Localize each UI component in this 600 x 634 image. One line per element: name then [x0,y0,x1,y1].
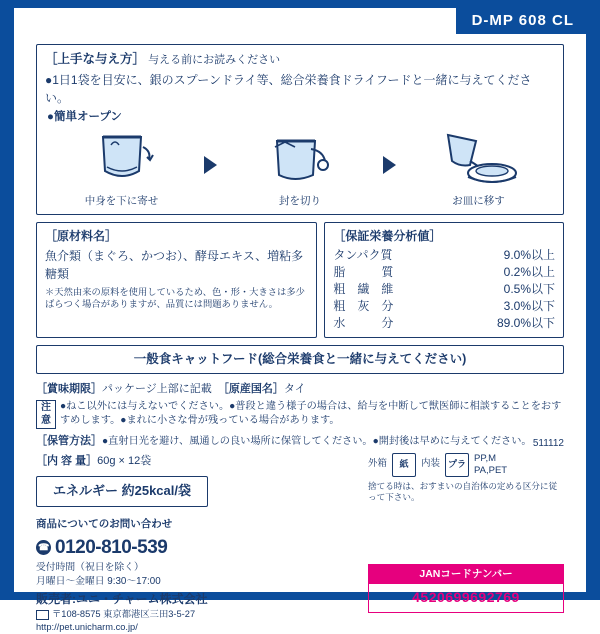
best-before-line [36,381,564,398]
nutrition-row-name: 粗 灰 分 [333,298,419,315]
contact-block [36,517,366,634]
nutrition-row-name: 水 分 [333,315,419,332]
nutrition-row [333,247,555,264]
open-step-2-caption: 封を切り [224,194,377,209]
arrow-right-icon-1 [204,156,217,174]
caution-label-char-1: 注 [37,402,55,415]
pour-into-bowl-icon [402,130,555,192]
paper-recycle-icon: 紙 [392,453,416,477]
nutrition-row-value: 9.0%以上 [419,247,555,264]
ingredients-heading: ［原材料名］ [45,228,308,245]
feeding-heading-title: ［上手な与え方］ [45,52,145,66]
open-step-3 [402,130,555,209]
nutrition-heading: ［保証栄養分析値］ [333,228,555,245]
label-content-area [14,8,586,592]
ingredients-section [36,222,317,339]
origin-label: ［原産国名］ [218,383,284,395]
lot-number: 511112 [533,437,564,450]
ingredients-note: ＊天然由来の原料を使用しているため、色・形・大きさは多少ばらつく場合がありますが、品質には問題ありません。 [45,286,308,311]
open-step-3-caption: お皿に移す [402,194,555,209]
feeding-heading [45,50,555,69]
nutrition-row [333,264,555,281]
ingredients-body: 魚介類（まぐろ、かつお）、酵母エキス、増粘多糖類 [45,247,308,283]
nutrition-section [324,222,564,339]
energy-box: エネルギー 約25kcal/袋 [36,476,208,507]
website-url[interactable]: http://pet.unicharm.co.jp/ [36,621,366,634]
caution-label-char-2: 意 [37,415,55,428]
recycle-marks-row [368,453,564,477]
seller-address-line [36,608,366,621]
storage-text: ●直射日光を避け、風通しの良い場所に保管してください。●開封後は早めに与えてください。 [102,436,532,447]
inner-material-line-1: PP,M [474,453,496,464]
caution-text: ●ねこ以外には与えないでください。●普段と違う様子の場合は、給与を中断して獣医師に相談することをおすすめします。●まれに小さな骨が残っている場合があります。 [60,400,564,429]
feeding-instructions-section [36,44,564,215]
contact-hours: 月曜日〜金曜日 9:30〜17:00 [36,575,366,589]
inner-materials [474,453,507,476]
freedial-icon: ☎ [36,540,51,555]
contact-phone-number: 0120-810-539 [55,534,167,562]
open-steps-title: ●簡単オープン [47,109,555,126]
open-step-1 [45,130,198,209]
nutrition-row-name: 脂 質 [333,264,419,281]
contact-phone[interactable] [36,534,366,562]
frame-top-border [0,0,600,8]
jan-code-number: 4520699692769 [369,584,563,611]
pouch-shake-icon [45,130,198,192]
frame-left-border [0,0,14,600]
inner-material-line-2: PA,PET [474,465,507,476]
arrow-right-icon-2 [383,156,396,174]
outer-package-label: 外箱 [368,458,387,470]
inner-package-label: 内装 [421,458,440,470]
nutrition-row [333,315,555,332]
contact-title: 商品についてのお問い合わせ [36,517,366,532]
nutrition-row-name: タンパク質 [333,247,419,264]
nutrition-row-value: 0.2%以上 [419,264,555,281]
seller-address: 〒108-8575 東京都港区三田3-5-27 [52,609,195,619]
nutrition-row [333,298,555,315]
recycle-info [368,453,564,503]
nutrition-row-name: 粗 繊 維 [333,281,419,298]
open-step-2 [224,130,377,209]
product-code-badge: D-MP 608 CL [456,8,586,34]
seller-name: ユニ・チャーム株式会社 [76,592,208,606]
content-recycle-row [36,453,564,517]
feeding-heading-sub: 与える前にお読みください [148,54,280,66]
food-category-line: 一般食キャットフード(総合栄養食と一緒に与えてください) [36,345,564,373]
recycle-note: 捨てる時は、おすまいの自治体の定める区分に従って下さい。 [368,481,564,503]
footer-area [36,517,564,613]
plastic-recycle-icon: プラ [445,453,469,477]
envelope-icon [36,610,49,620]
feeding-body-text: ●1日1袋を目安に、銀のスプーンドライ等、総合栄養食ドライフードと一緒に与えてください。 [45,71,555,107]
jan-code-title: JANコードナンバー [369,565,563,584]
frame-right-border [586,0,600,600]
contact-hours-label: 受付時間（祝日を除く） [36,561,366,575]
net-content-value: 60g × 12袋 [97,455,151,467]
label-body [36,44,564,613]
nutrition-row-value: 3.0%以下 [419,298,555,315]
seller-label: 販売者: [36,592,76,606]
nutrition-row-value: 0.5%以下 [419,281,555,298]
storage-line [36,433,564,450]
caution-block [36,400,564,429]
seller-line [36,591,366,608]
jan-code-box [368,564,564,613]
best-before-value: パッケージ上部に記載 [102,383,212,395]
storage-label: ［保管方法］ [36,435,102,447]
open-steps-row [45,130,555,209]
caution-label [36,400,56,429]
origin-value: タイ [284,383,306,395]
ingredients-nutrition-row [36,222,564,346]
open-step-1-caption: 中身を下に寄せ [45,194,198,209]
best-before-label: ［賞味期限］ [36,383,102,395]
pouch-tear-icon [224,130,377,192]
nutrition-row-value: 89.0%以下 [419,315,555,332]
net-content-label: ［内 容 量］ [36,455,97,467]
nutrition-row [333,281,555,298]
